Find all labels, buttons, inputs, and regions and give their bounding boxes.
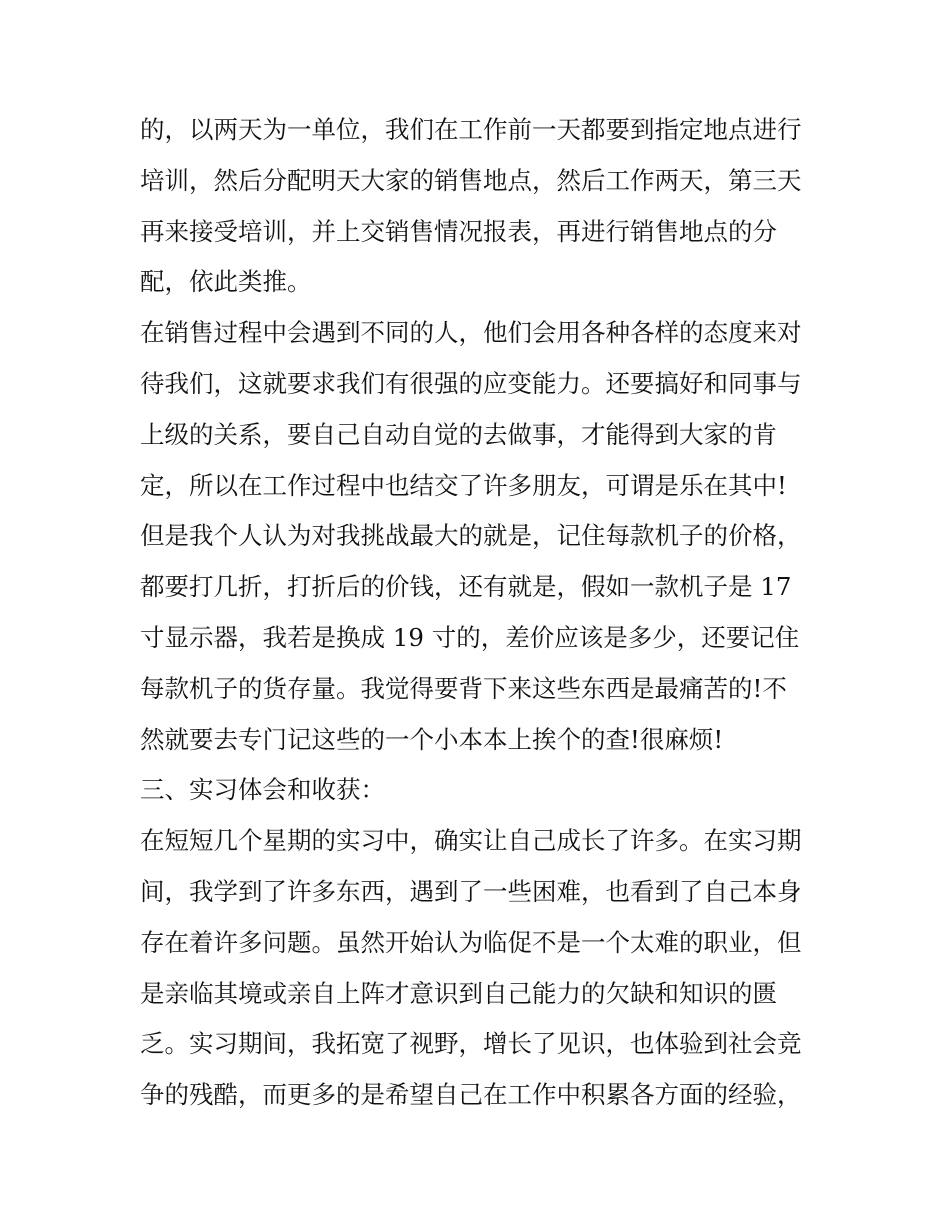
text-line: 在销售过程中会遇到不同的人，他们会用各种各样的态度来对 — [140, 318, 802, 348]
text-line: 是亲临其境或亲自上阵才意识到自己能力的欠缺和知识的匮 — [140, 978, 777, 1008]
text-line: 存在着许多问题。虽然开始认为临促不是一个太难的职业，但 — [140, 927, 802, 957]
text-line: 但是我个人认为对我挑战最大的就是，记住每款机子的价格， — [140, 521, 802, 551]
text-line: 寸显示器，我若是换成 19 寸的，差价应该是多少，还要记住 — [140, 622, 800, 652]
text-line: 再来接受培训，并上交销售情况报表，再进行销售地点的分 — [140, 216, 777, 246]
text-line: 然就要去专门记这些的一个小本本上挨个的查!很麻烦! — [140, 724, 724, 754]
text-line: 定，所以在工作过程中也结交了许多朋友，可谓是乐在其中! — [140, 470, 787, 500]
text-line: 待我们，这就要求我们有很强的应变能力。还要搞好和同事与 — [140, 368, 802, 398]
text-line: 都要打几折，打折后的价钱，还有就是，假如一款机子是 17 — [140, 572, 792, 602]
text-line: 乏。实习期间，我拓宽了视野，增长了见识，也体验到社会竞 — [140, 1029, 802, 1059]
section-heading: 三、实习体会和收获： — [140, 775, 385, 805]
text-line: 培训，然后分配明天大家的销售地点，然后工作两天，第三天 — [140, 165, 802, 195]
text-line: 上级的关系，要自己自动自觉的去做事，才能得到大家的肯 — [140, 419, 777, 449]
text-line: 每款机子的货存量。我觉得要背下来这些东西是最痛苦的!不 — [140, 673, 787, 703]
text-line: 争的残酷，而更多的是希望自己在工作中积累各方面的经验， — [140, 1080, 802, 1110]
text-line: 配，依此类推。 — [140, 267, 312, 297]
text-line: 的，以两天为一单位，我们在工作前一天都要到指定地点进行 — [140, 115, 802, 144]
text-line: 间，我学到了许多东西，遇到了一些困难，也看到了自己本身 — [140, 876, 802, 906]
text-line: 在短短几个星期的实习中，确实让自己成长了许多。在实习期 — [140, 826, 802, 856]
document-body — [140, 105, 820, 1121]
